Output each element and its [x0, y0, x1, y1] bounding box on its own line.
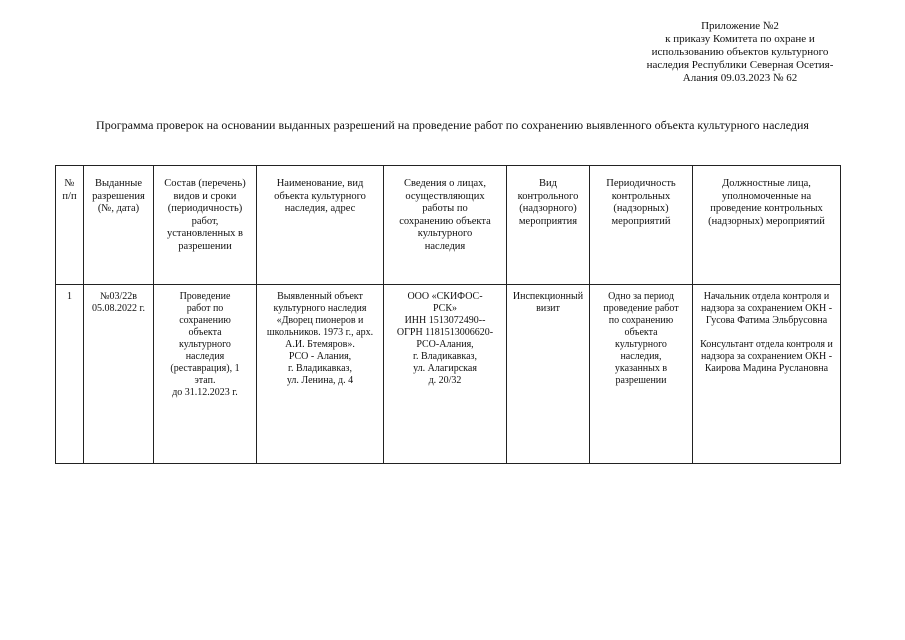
- appendix-line: к приказу Комитета по охране и: [665, 33, 815, 45]
- header-works: Состав (перечень) видов и сроки (периодичность) работ, установленных в разрешении: [154, 166, 257, 285]
- appendix-line: Приложение №2: [701, 20, 779, 32]
- cell-works: Проведение работ по сохранению объекта культурного наследия (реставрация), 1 этап. до 31.12.2023 г.: [154, 285, 257, 464]
- document-title: Программа проверок на основании выданных разрешений на проведение работ по сохранению выявленного объекта культурного наследия: [96, 118, 809, 132]
- appendix-line: Алания 09.03.2023 № 62: [682, 72, 798, 84]
- cell-persons: ООО «СКИФОС- РСК» ИНН 1513072490-- ОГРН 1181513006620- РСО-Алания, г. Владикавказ, ул. Алагирская д. 20/32: [384, 285, 507, 464]
- cell-object: Выявленный объект культурного наследия «Дворец пионеров и школьников. 1973 г., арх. А.И. Бтемяров». РСО - Алания, г. Владикавказ, ул. Ленина, д. 4: [257, 285, 384, 464]
- official-consultant: Консультант отдела контроля и надзора за сохранением ОКН - Каирова Мадина Руслановна: [700, 339, 833, 374]
- cell-permit: №03/22в 05.08.2022 г.: [84, 285, 154, 464]
- appendix-block: [610, 20, 870, 85]
- cell-number: 1: [56, 285, 84, 464]
- header-control-type: Вид контрольного (надзорного) мероприятия: [507, 166, 590, 285]
- official-head: Начальник отдела контроля и надзора за сохранением ОКН - Гусова Фатима Эльбрусовна: [700, 291, 833, 326]
- cell-officials: [693, 285, 841, 464]
- header-officials: Должностные лица, уполномоченные на проведение контрольных (надзорных) мероприятий: [693, 166, 841, 285]
- appendix-line: использованию объектов культурного: [651, 46, 829, 58]
- header-number: № п/п: [56, 166, 84, 285]
- cell-control-type: Инспекционный визит: [507, 285, 590, 464]
- header-persons: Сведения о лицах, осуществляющих работы по сохранению объекта культурного наследия: [384, 166, 507, 285]
- header-permits: Выданные разрешения (№, дата): [84, 166, 154, 285]
- table-row: [56, 285, 841, 464]
- inspection-program-table: [55, 165, 841, 464]
- appendix-line: наследия Республики Северная Осетия-: [646, 59, 834, 71]
- cell-periodicity: Одно за период проведение работ по сохранению объекта культурного наследия, указанных в разрешении: [590, 285, 693, 464]
- header-periodicity: Периодичность контрольных (надзорных) мероприятий: [590, 166, 693, 285]
- header-object: Наименование, вид объекта культурного наследия, адрес: [257, 166, 384, 285]
- table-header-row: [56, 166, 841, 285]
